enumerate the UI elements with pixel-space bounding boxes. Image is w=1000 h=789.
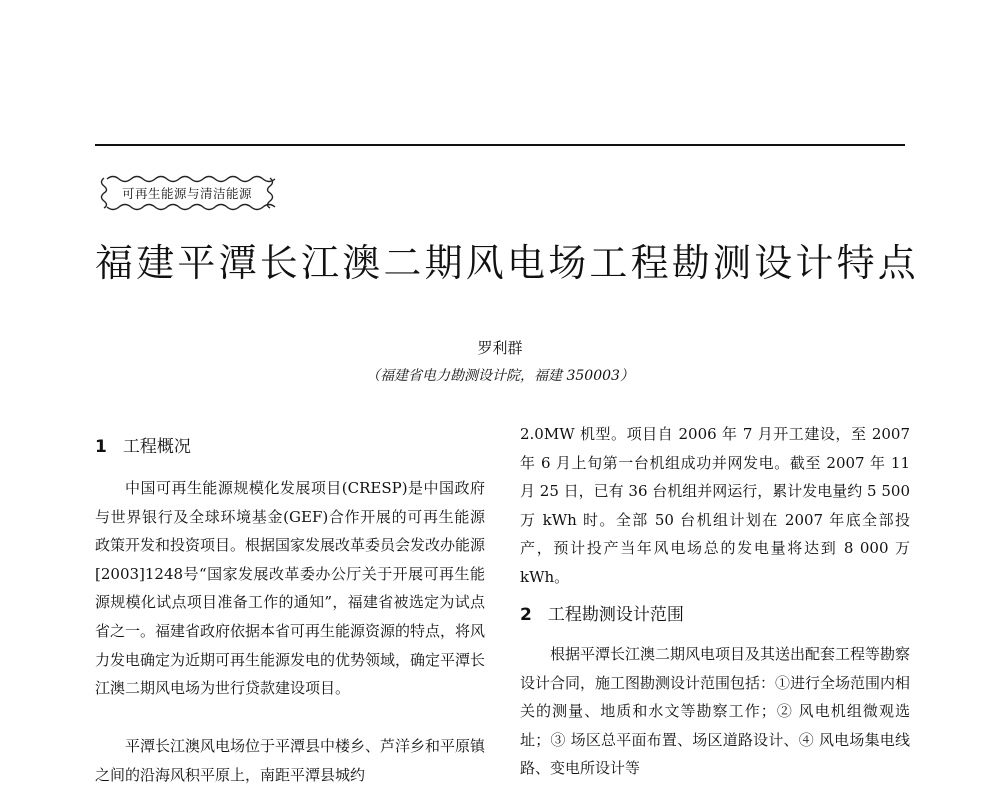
section-number: 2: [520, 605, 532, 625]
article-title: 福建平潭长江澳二期风电场工程勘测设计特点: [95, 241, 920, 285]
header-rule: [95, 144, 905, 146]
section-heading-1: [95, 432, 191, 457]
section-number: 1: [95, 437, 107, 457]
paragraph: 中国可再生能源规模化发展项目(CRESP)是中国政府与世界银行及全球环境基金(GEF)合作开展的可再生能源政策开发和投资项目。根据国家发展改革委员会发改办能源[2003]1248号“国家发展改革委办公厅关于开展可再生能源规模化试点项目准备工作的通知”，福建省被选定为试点省之一。福建省政府依据本省可再生能源资源的特点，将风力发电确定为近期可再生能源发电的优势领域，确定平潭长江澳二期风电场为世行贷款建设项目。: [95, 479, 486, 698]
column-tag-label: 可再生能源与清洁能源: [121, 186, 252, 201]
section-title: 工程勘测设计范围: [547, 605, 684, 625]
paragraph: 平潭长江澳风电场位于平潭县中楼乡、芦洋乡和平原镇之间的沿海风积平原上，南距平潭县城约: [95, 737, 486, 784]
column-tag: [97, 170, 277, 216]
paragraph: 2.0MW 机型。项目自 2006 年 7 月开工建设，至 2007 年 6 月上旬第一台机组成功并网发电。截至 2007 年 11 月 25 日，已有 36 台机组并网运行，累计发电量约 5 500 万 kWh 时。全部 50 台机组计划在 2007 年底全部投产，预计投产当年风电场总的发电量将达到 8 000 万 kWh。: [520, 425, 910, 586]
paragraph: 根据平潭长江澳二期风电项目及其送出配套工程等勘察设计合同，施工图勘测设计范围包括：①进行全场范围内相关的测量、地质和水文等勘察工作；② 风电机组微观选址；③ 场区总平面布置、场区道路设计、④ 风电场集电线路、变电所设计等: [520, 645, 911, 778]
author-affiliation: （福建省电力勘测设计院，福建 350003）: [366, 368, 634, 384]
section-title: 工程概况: [122, 437, 191, 457]
author-name: 罗利群: [477, 339, 523, 357]
section-heading-2: [520, 600, 684, 625]
